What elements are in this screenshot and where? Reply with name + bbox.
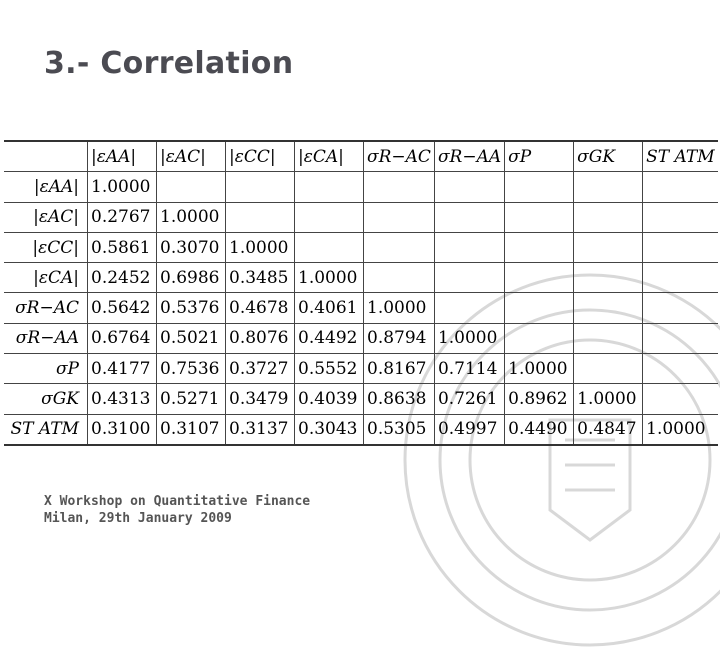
table-cell: 0.4177 <box>88 354 157 384</box>
table-cell <box>295 232 364 262</box>
table-cell <box>364 263 435 293</box>
table-cell: 0.8794 <box>364 323 435 353</box>
table-cell: 0.3137 <box>226 414 295 445</box>
header-row <box>4 141 718 172</box>
row-label: |εCA| <box>4 263 88 293</box>
table-cell: 0.3043 <box>295 414 364 445</box>
table-cell: 1.0000 <box>157 202 226 232</box>
col-header: σGK <box>574 141 643 172</box>
table-cell: 0.4997 <box>434 414 504 445</box>
table-cell <box>643 202 718 232</box>
row-label: σR−AA <box>4 323 88 353</box>
table-cell: 0.3479 <box>226 384 295 414</box>
col-header: |εCA| <box>295 141 364 172</box>
table-cell <box>643 172 718 202</box>
row-label: |εCC| <box>4 232 88 262</box>
table-cell <box>574 293 643 323</box>
table-cell: 1.0000 <box>643 414 718 445</box>
table-cell <box>505 202 574 232</box>
table-cell <box>505 323 574 353</box>
table-row <box>4 323 718 353</box>
table-cell <box>643 384 718 414</box>
table-cell: 0.6764 <box>88 323 157 353</box>
table-cell: 0.3485 <box>226 263 295 293</box>
table-cell <box>643 323 718 353</box>
table-cell: 0.8076 <box>226 323 295 353</box>
table-cell <box>574 202 643 232</box>
table-cell: 0.7261 <box>434 384 504 414</box>
col-header: |εAC| <box>157 141 226 172</box>
table-cell <box>505 232 574 262</box>
table-cell: 1.0000 <box>434 323 504 353</box>
table-cell <box>574 263 643 293</box>
table-cell: 0.5021 <box>157 323 226 353</box>
footer-event: X Workshop on Quantitative Finance <box>44 494 311 509</box>
table-cell: 0.4061 <box>295 293 364 323</box>
table-cell: 0.2767 <box>88 202 157 232</box>
col-header: σP <box>505 141 574 172</box>
table-cell: 0.5376 <box>157 293 226 323</box>
table-cell <box>226 202 295 232</box>
table-row <box>4 202 718 232</box>
table-cell <box>364 232 435 262</box>
table-cell <box>505 172 574 202</box>
table-cell <box>295 172 364 202</box>
table-cell: 0.5271 <box>157 384 226 414</box>
col-header: |εCC| <box>226 141 295 172</box>
corner-cell <box>4 141 88 172</box>
table-cell <box>643 293 718 323</box>
table-cell: 0.3100 <box>88 414 157 445</box>
table-cell <box>574 323 643 353</box>
col-header: σR−AC <box>364 141 435 172</box>
table-cell: 0.5305 <box>364 414 435 445</box>
table-cell: 0.8638 <box>364 384 435 414</box>
table-cell: 0.4492 <box>295 323 364 353</box>
table-cell: 0.4490 <box>505 414 574 445</box>
table-cell <box>505 263 574 293</box>
col-header: ST ATM <box>643 141 718 172</box>
table-cell: 1.0000 <box>574 384 643 414</box>
correlation-matrix <box>4 140 718 446</box>
table-cell <box>434 293 504 323</box>
table-cell <box>643 263 718 293</box>
table-cell <box>364 202 435 232</box>
row-label: |εAC| <box>4 202 88 232</box>
table-cell: 0.3727 <box>226 354 295 384</box>
table-cell: 1.0000 <box>226 232 295 262</box>
table-cell: 0.8962 <box>505 384 574 414</box>
table-cell <box>295 202 364 232</box>
table-row <box>4 414 718 445</box>
row-label: ST ATM <box>4 414 88 445</box>
table-cell: 0.2452 <box>88 263 157 293</box>
table-cell <box>574 172 643 202</box>
table-cell: 0.4847 <box>574 414 643 445</box>
table-cell: 0.7536 <box>157 354 226 384</box>
table-cell <box>434 263 504 293</box>
slide-title: 3.- Correlation <box>44 46 294 81</box>
table-cell: 0.7114 <box>434 354 504 384</box>
table-cell <box>157 172 226 202</box>
table-cell <box>434 202 504 232</box>
row-label: σGK <box>4 384 88 414</box>
col-header: σR−AA <box>434 141 504 172</box>
table-row <box>4 354 718 384</box>
slide-footer <box>44 493 310 527</box>
table-cell <box>574 354 643 384</box>
table-cell: 0.5642 <box>88 293 157 323</box>
table-cell: 0.8167 <box>364 354 435 384</box>
table-cell: 0.6986 <box>157 263 226 293</box>
row-label: |εAA| <box>4 172 88 202</box>
table-cell <box>643 232 718 262</box>
table-cell: 1.0000 <box>364 293 435 323</box>
table-cell: 0.4313 <box>88 384 157 414</box>
table-cell <box>364 172 435 202</box>
table-cell: 0.5861 <box>88 232 157 262</box>
table-cell: 1.0000 <box>505 354 574 384</box>
table-cell: 0.3070 <box>157 232 226 262</box>
table-cell: 0.4039 <box>295 384 364 414</box>
table-row <box>4 384 718 414</box>
table-cell: 1.0000 <box>88 172 157 202</box>
row-label: σP <box>4 354 88 384</box>
table-cell <box>226 172 295 202</box>
table-cell: 0.5552 <box>295 354 364 384</box>
table-cell <box>434 232 504 262</box>
table-cell: 0.3107 <box>157 414 226 445</box>
table-cell <box>505 293 574 323</box>
table-cell <box>574 232 643 262</box>
col-header: |εAA| <box>88 141 157 172</box>
table-cell: 0.4678 <box>226 293 295 323</box>
table-cell <box>434 172 504 202</box>
table-cell: 1.0000 <box>295 263 364 293</box>
table-row <box>4 263 718 293</box>
footer-date: Milan, 29th January 2009 <box>44 511 232 526</box>
table-row <box>4 293 718 323</box>
table-row <box>4 172 718 202</box>
table-row <box>4 232 718 262</box>
table-cell <box>643 354 718 384</box>
row-label: σR−AC <box>4 293 88 323</box>
